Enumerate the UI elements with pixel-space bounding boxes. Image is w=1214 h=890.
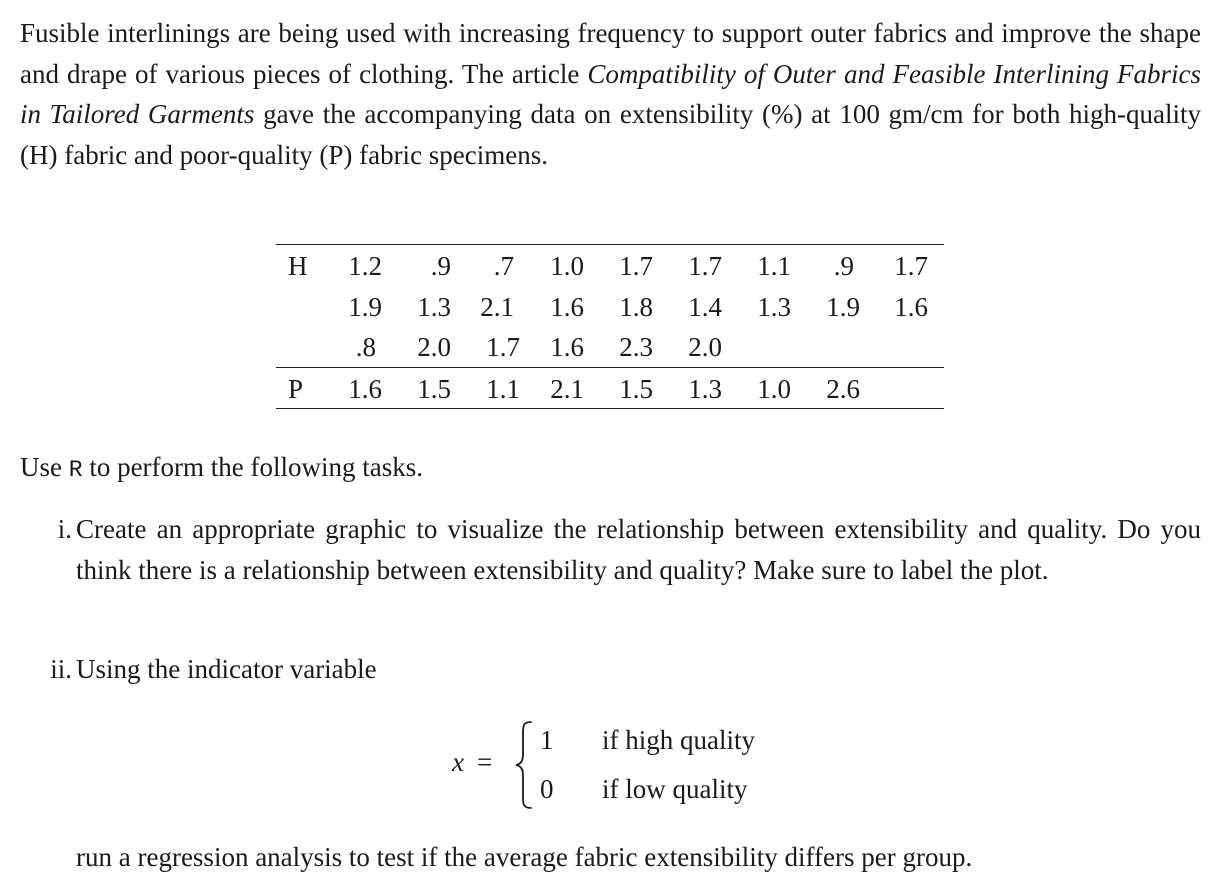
table-cell: 1.9 [348, 291, 382, 322]
table-cell: 1.5 [417, 373, 451, 404]
intro-paragraph [20, 13, 1201, 175]
table-cell: 1.9 [826, 291, 860, 322]
table-cell: 1.1 [486, 373, 520, 404]
table-cell: 1.2 [348, 251, 382, 281]
table-cell: 1.5 [619, 373, 653, 404]
condition-low: if low quality [602, 774, 748, 804]
group-label-p: P [288, 373, 304, 404]
indicator-variable: x [452, 747, 464, 777]
table-cell: 1.1 [757, 251, 791, 281]
table-cell: .9 [833, 251, 854, 281]
table-cell: .9 [430, 251, 451, 281]
table-cell: 1.6 [894, 291, 928, 322]
table-cell: 1.3 [688, 373, 722, 404]
table-cell: .8 [355, 332, 376, 362]
task-text: Create an appropriate graphic to visualize the relationship between extensibility and quality. Do you think there is a relationship between extensibility and quality? Make sure to label the plot. [76, 514, 1201, 585]
table-row [276, 245, 944, 286]
table-cell: 1.7 [894, 251, 928, 281]
table-row [276, 368, 944, 409]
condition-high: if high quality [602, 725, 755, 755]
intro-text-2: gave the accompanying data on extensibility (%) at 100 gm/cm for both high-quality (H) fabric and poor-quality (P) fabric specimens. [20, 99, 1201, 170]
table-cell: 1.4 [688, 291, 722, 322]
table-cell: 1.0 [757, 373, 791, 404]
task-text: Using the indicator variable [76, 654, 377, 684]
table-cell: 1.7 [486, 332, 520, 362]
extensibility-table [276, 244, 944, 409]
code-r: R [68, 457, 83, 483]
equals-sign: = [477, 747, 493, 777]
article-title: Compatibility of Outer and Feasible Interlining Fabrics in Tailored Garments [20, 58, 1202, 129]
table-cell: 1.6 [348, 373, 382, 404]
left-brace-icon [514, 720, 534, 810]
table-cell: 1.3 [757, 291, 791, 322]
task-item-1 [20, 509, 1201, 590]
table-cell: 1.7 [619, 251, 653, 281]
table-cell: 1.3 [417, 291, 451, 322]
indicator-equation [452, 718, 812, 810]
table-cell: 2.3 [619, 332, 653, 362]
table-row [276, 326, 944, 367]
table-cell: 1.8 [619, 291, 653, 322]
instructions-line [20, 452, 423, 483]
table-cell: 2.1 [550, 373, 584, 404]
table-cell: .7 [493, 251, 514, 281]
table-cell: 2.0 [417, 332, 451, 362]
intro-text-1: Fusible interlinings are being used with increasing frequency to support outer fabrics and improve the shape and drape of various pieces of clothing. The article [20, 18, 1201, 89]
instructions-suffix: to perform the following tasks. [82, 452, 424, 482]
value-low: 0 [540, 774, 554, 804]
table-group-h [276, 245, 944, 367]
table-cell: 1.6 [550, 291, 584, 322]
task-item-2 [20, 649, 1201, 690]
closing-text: run a regression analysis to test if the average fabric extensibility differs per group. [76, 842, 973, 872]
table-cell: 2.0 [688, 332, 722, 362]
task-marker: i. [57, 514, 72, 544]
task-marker: ii. [50, 654, 72, 684]
table-cell: 2.1 [480, 291, 514, 322]
instructions-prefix: Use [20, 452, 69, 482]
table-cell: 1.7 [688, 251, 722, 281]
group-label-h: H [288, 251, 308, 281]
table-cell: 1.0 [550, 251, 584, 281]
table-row [276, 286, 944, 327]
table-group-p [276, 367, 944, 409]
table-cell: 2.6 [826, 373, 860, 404]
value-high: 1 [540, 725, 554, 755]
table-cell: 1.6 [550, 332, 584, 362]
